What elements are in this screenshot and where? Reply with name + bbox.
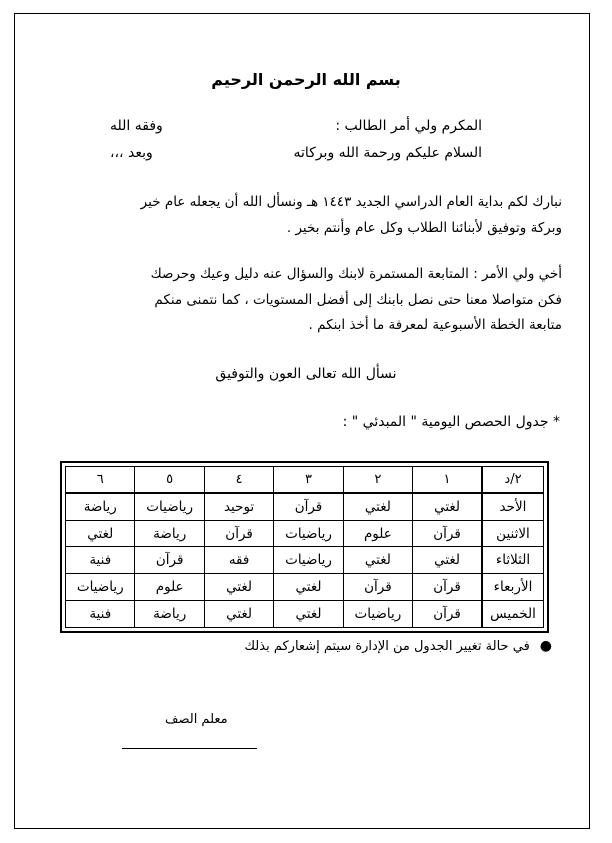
day-cell: الخميس: [482, 601, 544, 628]
greeting-salam: السلام عليكم ورحمة الله وبركاته: [293, 145, 482, 161]
subject-cell: رياضة: [66, 493, 135, 521]
schedule-table-frame: [60, 461, 549, 633]
subject-cell: قرآن: [413, 601, 482, 628]
subject-cell: رياضيات: [343, 601, 412, 628]
greeting-wabaad: وبعد ،،،: [110, 145, 153, 161]
subject-cell: رياضيات: [274, 520, 343, 547]
subject-cell: لغتي: [274, 601, 343, 628]
subject-cell: قرآن: [343, 574, 412, 601]
subject-cell: رياضيات: [274, 547, 343, 574]
subject-cell: لغتي: [66, 520, 135, 547]
schedule-row: [66, 601, 544, 628]
intro-line-1: نبارك لكم بداية العام الدراسي الجديد ١٤٤٣ هـ ونسأل الله أن يجعله عام خير: [140, 194, 562, 210]
subject-cell: قرآن: [135, 547, 204, 574]
subject-cell: فنية: [66, 601, 135, 628]
greeting-blessing: وفقه الله: [110, 118, 163, 134]
signature-label: معلم الصف: [165, 712, 228, 727]
period-header: ١: [413, 467, 482, 493]
period-header: ٢: [343, 467, 412, 493]
schedule-change-text: في حالة تغيير الجدول من الإدارة سيتم إشعاركم بذلك: [244, 639, 530, 654]
basmala-heading: بسم الله الرحمن الرحيم: [211, 70, 401, 89]
subject-cell: علوم: [343, 520, 412, 547]
subject-cell: فنية: [66, 547, 135, 574]
schedule-corner-cell: ٢/د: [482, 467, 544, 493]
day-cell: الثلاثاء: [482, 547, 544, 574]
subject-cell: قرآن: [413, 520, 482, 547]
parent-note-line-2: فكن متواصلا معنا حتى نصل بابنك إلى أفضل المستويات ، كما نتمنى منكم: [154, 291, 562, 308]
subject-cell: لغتي: [204, 574, 273, 601]
subject-cell: رياضة: [135, 601, 204, 628]
day-cell: الأحد: [482, 493, 544, 521]
day-cell: الاثنين: [482, 520, 544, 547]
schedule-title: * جدول الحصص اليومية " المبدئي " :: [342, 414, 560, 430]
subject-cell: قرآن: [204, 520, 273, 547]
subject-cell: رياضيات: [135, 493, 204, 521]
subject-cell: قرآن: [413, 574, 482, 601]
subject-cell: رياضة: [135, 520, 204, 547]
closing-prayer: نسأل الله تعالى العون والتوفيق: [215, 366, 397, 382]
period-header: ٣: [274, 467, 343, 493]
schedule-row: [66, 547, 544, 574]
parent-note-line-1: أخي ولي الأمر : المتابعة المستمرة لابنك والسؤال عنه دليل وعيك وحرصك: [150, 266, 562, 282]
subject-cell: لغتي: [413, 547, 482, 574]
schedule-header-row: [66, 467, 544, 493]
day-cell: الأربعاء: [482, 574, 544, 601]
subject-cell: قرآن: [274, 493, 343, 521]
schedule-row: [66, 574, 544, 601]
subject-cell: علوم: [135, 574, 204, 601]
intro-line-2: وبركة وتوفيق لأبنائنا الطلاب وكل عام وأنتم بخير .: [286, 219, 562, 236]
subject-cell: لغتي: [204, 601, 273, 628]
parent-note-paragraph: [42, 262, 562, 339]
schedule-row: [66, 493, 544, 521]
subject-cell: توحيد: [204, 493, 273, 521]
period-header: ٥: [135, 467, 204, 493]
schedule-change-note: [244, 638, 552, 654]
subject-cell: لغتي: [413, 493, 482, 521]
intro-paragraph: [42, 190, 562, 241]
greeting-addressee: المكرم ولي أمر الطالب :: [335, 118, 482, 134]
period-header: ٦: [66, 467, 135, 493]
parent-note-line-3: متابعة الخطة الأسبوعية لمعرفة ما أخذ ابنكم .: [308, 317, 562, 333]
subject-cell: رياضيات: [66, 574, 135, 601]
schedule-row: [66, 520, 544, 547]
bullet-icon: ●: [539, 638, 552, 654]
subject-cell: فقه: [204, 547, 273, 574]
schedule-table: [65, 466, 544, 628]
subject-cell: لغتي: [343, 547, 412, 574]
signature-line: [122, 748, 257, 749]
subject-cell: لغتي: [343, 493, 412, 521]
period-header: ٤: [204, 467, 273, 493]
subject-cell: لغتي: [274, 574, 343, 601]
